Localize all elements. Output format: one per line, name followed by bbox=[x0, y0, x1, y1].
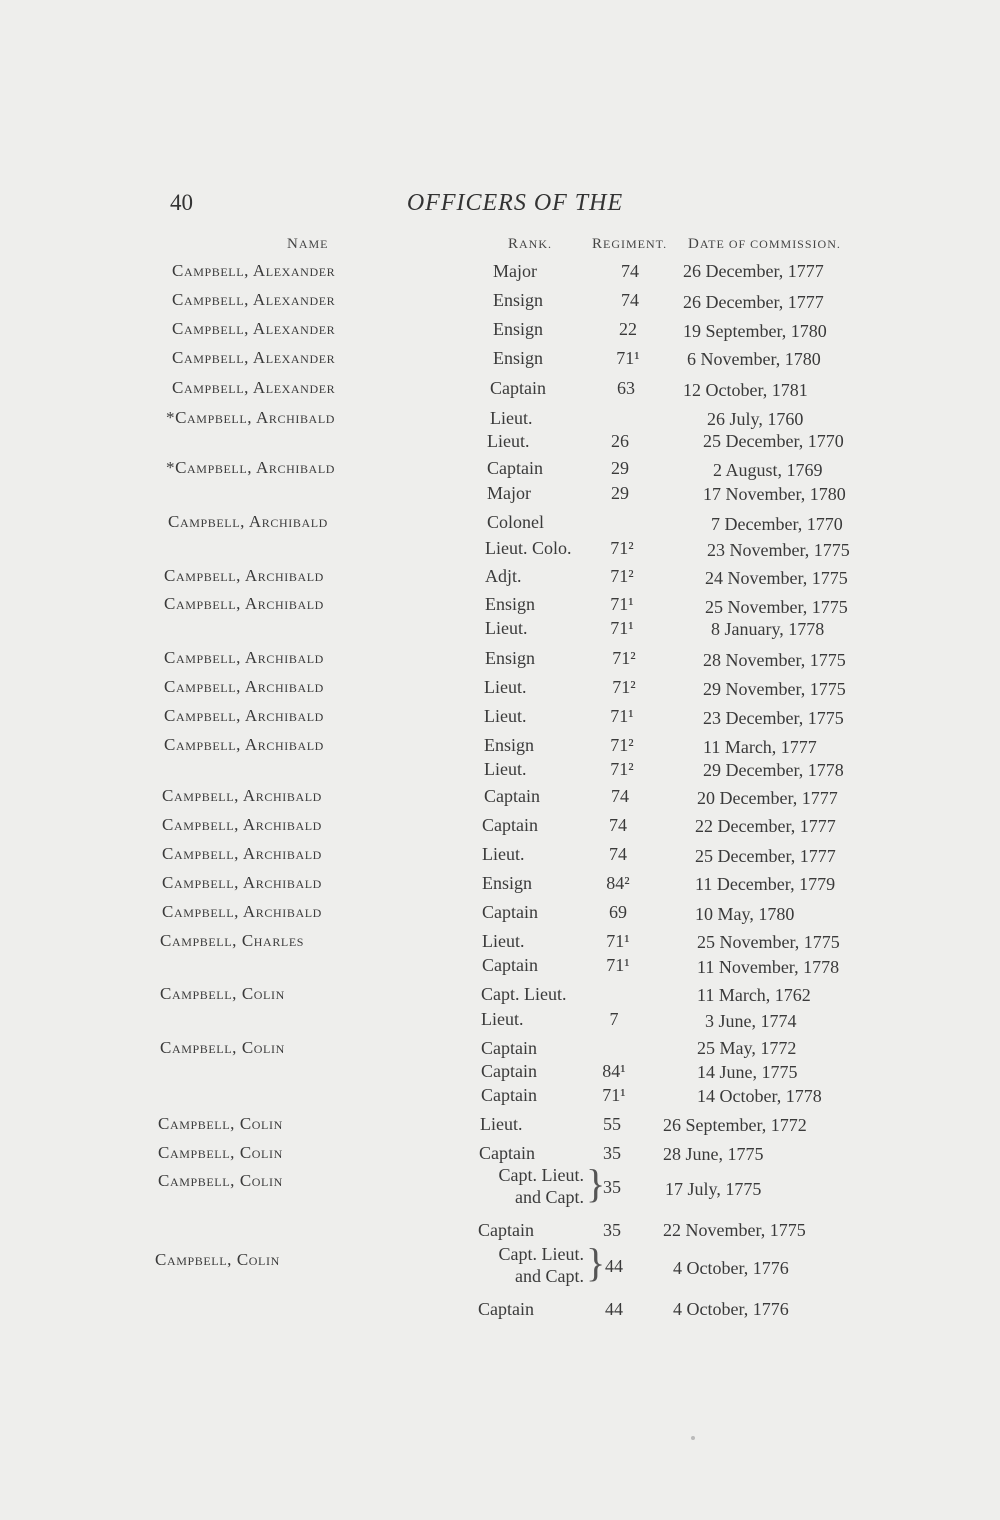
regiment-cell: 71¹ bbox=[606, 931, 630, 951]
commission-date-cell: 12 October, 1781 bbox=[683, 380, 808, 400]
table-row bbox=[0, 783, 1000, 809]
rank-cell: Adjt. bbox=[485, 566, 522, 586]
regiment-cell: 84¹ bbox=[602, 1061, 626, 1081]
regiment-cell: 71¹ bbox=[602, 1085, 626, 1105]
table-row bbox=[0, 841, 1000, 867]
commission-date-cell: 26 December, 1777 bbox=[683, 261, 824, 281]
officer-name: Campbell, Archibald bbox=[164, 677, 324, 696]
commission-date-cell: 11 December, 1779 bbox=[695, 874, 836, 894]
commission-date-cell: 17 July, 1775 bbox=[665, 1179, 762, 1199]
table-row bbox=[0, 428, 1000, 454]
table-row bbox=[0, 535, 1000, 561]
officer-name: Campbell, Colin bbox=[160, 1038, 285, 1057]
rank-cell bbox=[474, 1164, 584, 1208]
rank-cell: Ensign bbox=[493, 319, 544, 339]
column-header-regiment: REGIMENT. bbox=[592, 236, 668, 252]
officer-name: Campbell, Alexander bbox=[172, 319, 336, 338]
table-row bbox=[0, 1058, 1000, 1084]
paper-speck bbox=[691, 1436, 695, 1440]
rank-cell: Captain bbox=[478, 1220, 534, 1240]
commission-date-cell: 17 November, 1780 bbox=[703, 484, 846, 504]
regiment-cell: 69 bbox=[609, 902, 627, 922]
table-row bbox=[0, 1217, 1000, 1243]
rank-cell: Lieut. bbox=[484, 677, 527, 697]
rank-cell: Lieut. bbox=[482, 844, 525, 864]
commission-date-cell: 29 December, 1778 bbox=[703, 760, 844, 780]
table-row bbox=[0, 756, 1000, 782]
table-row bbox=[0, 258, 1000, 284]
rank-cell: Captain bbox=[487, 458, 543, 478]
commission-date-cell: 25 December, 1770 bbox=[703, 431, 844, 451]
officer-name: *Campbell, Archibald bbox=[166, 458, 336, 477]
officer-name: Campbell, Colin bbox=[158, 1171, 283, 1190]
rank-cell: Lieut. bbox=[484, 706, 527, 726]
regiment-cell: 74 bbox=[609, 815, 627, 835]
officer-name: Campbell, Colin bbox=[160, 984, 285, 1003]
rank-cell: Ensign bbox=[482, 873, 533, 893]
rank-cell: Captain bbox=[482, 815, 538, 835]
rank-cell: Captain bbox=[478, 1299, 534, 1319]
commission-date-cell: 10 May, 1780 bbox=[695, 904, 795, 924]
commission-date-cell: 20 December, 1777 bbox=[697, 788, 838, 808]
table-row bbox=[0, 591, 1000, 617]
commission-date-cell: 23 November, 1775 bbox=[707, 540, 850, 560]
officer-name: *Campbell, Archibald bbox=[166, 408, 336, 427]
rank-cell: Colonel bbox=[487, 512, 544, 532]
regiment-cell: 71² bbox=[610, 566, 634, 586]
rank-cell: Captain bbox=[484, 786, 540, 806]
officer-name: Campbell, Archibald bbox=[162, 844, 322, 863]
officer-name: Campbell, Archibald bbox=[164, 735, 324, 754]
commission-date-cell: 4 October, 1776 bbox=[673, 1258, 789, 1278]
commission-date-cell: 24 November, 1775 bbox=[705, 568, 848, 588]
table-row bbox=[0, 1006, 1000, 1032]
commission-date-cell: 6 November, 1780 bbox=[687, 349, 821, 369]
rank-cell: Captain bbox=[481, 1038, 537, 1058]
commission-date-cell: 2 August, 1769 bbox=[713, 460, 823, 480]
table-row bbox=[0, 1140, 1000, 1166]
regiment-cell: 74 bbox=[609, 844, 627, 864]
rank-cell: Major bbox=[493, 261, 537, 281]
table-row bbox=[0, 1240, 1000, 1286]
table-row bbox=[0, 1161, 1000, 1207]
rank-line: Capt. Lieut. bbox=[498, 1244, 584, 1264]
table-row bbox=[0, 615, 1000, 641]
officer-name: Campbell, Colin bbox=[158, 1114, 283, 1133]
rank-cell: Lieut. bbox=[490, 408, 533, 428]
table-row bbox=[0, 345, 1000, 371]
regiment-cell: 44 bbox=[605, 1256, 623, 1276]
table-row bbox=[0, 509, 1000, 535]
regiment-cell: 71¹ bbox=[606, 955, 630, 975]
officer-name: Campbell, Archibald bbox=[164, 594, 324, 613]
regiment-cell: 71² bbox=[610, 759, 634, 779]
rank-cell: Lieut. bbox=[485, 618, 528, 638]
table-row bbox=[0, 1082, 1000, 1108]
table-row bbox=[0, 1296, 1000, 1322]
table-row bbox=[0, 674, 1000, 700]
table-row bbox=[0, 375, 1000, 401]
rank-cell bbox=[474, 1243, 584, 1287]
rank-cell: Major bbox=[487, 483, 531, 503]
regiment-cell: 7 bbox=[609, 1009, 619, 1029]
table-row bbox=[0, 812, 1000, 838]
officer-name: Campbell, Alexander bbox=[172, 348, 336, 367]
rank-cell: Captain bbox=[481, 1085, 537, 1105]
commission-date-cell: 22 December, 1777 bbox=[695, 816, 836, 836]
rank-cell: Lieut. bbox=[484, 759, 527, 779]
officer-name: Campbell, Colin bbox=[155, 1250, 280, 1269]
rank-cell: Ensign bbox=[493, 348, 544, 368]
table-row bbox=[0, 870, 1000, 896]
rank-cell: Captain bbox=[481, 1061, 537, 1081]
table-row bbox=[0, 316, 1000, 342]
regiment-cell: 71¹ bbox=[610, 618, 634, 638]
regiment-cell: 71² bbox=[612, 648, 636, 668]
commission-date-cell: 3 June, 1774 bbox=[705, 1011, 797, 1031]
commission-date-cell: 11 March, 1762 bbox=[697, 985, 811, 1005]
officer-name: Campbell, Colin bbox=[158, 1143, 283, 1162]
table-row bbox=[0, 563, 1000, 589]
regiment-cell: 26 bbox=[611, 431, 629, 451]
commission-date-cell: 22 November, 1775 bbox=[663, 1220, 806, 1240]
rank-cell: Ensign bbox=[485, 648, 536, 668]
table-row bbox=[0, 645, 1000, 671]
rank-cell: Capt. Lieut. bbox=[481, 984, 567, 1004]
regiment-cell: 71² bbox=[612, 677, 636, 697]
commission-date-cell: 23 December, 1775 bbox=[703, 708, 844, 728]
table-row bbox=[0, 455, 1000, 481]
officer-name: Campbell, Archibald bbox=[162, 902, 322, 921]
rank-cell: Captain bbox=[490, 378, 546, 398]
commission-date-cell: 4 October, 1776 bbox=[673, 1299, 789, 1319]
table-row bbox=[0, 952, 1000, 978]
rank-cell: Lieut. bbox=[480, 1114, 523, 1134]
brace-icon: } bbox=[586, 1161, 606, 1206]
officer-name: Campbell, Archibald bbox=[162, 815, 322, 834]
commission-date-cell: 14 October, 1778 bbox=[697, 1086, 822, 1106]
officer-name: Campbell, Alexander bbox=[172, 290, 336, 309]
regiment-cell: 71² bbox=[610, 735, 634, 755]
rank-cell: Captain bbox=[482, 955, 538, 975]
table-row bbox=[0, 1111, 1000, 1137]
regiment-cell: 29 bbox=[611, 483, 629, 503]
regiment-cell: 35 bbox=[603, 1143, 621, 1163]
regiment-cell: 71¹ bbox=[616, 348, 640, 368]
commission-date-cell: 25 November, 1775 bbox=[697, 932, 840, 952]
officer-name: Campbell, Charles bbox=[160, 931, 305, 950]
commission-date-cell: 26 December, 1777 bbox=[683, 292, 824, 312]
table-row bbox=[0, 899, 1000, 925]
regiment-cell: 74 bbox=[621, 290, 639, 310]
commission-date-cell: 26 July, 1760 bbox=[707, 409, 804, 429]
rank-line: Capt. Lieut. bbox=[498, 1165, 584, 1185]
commission-date-cell: 7 December, 1770 bbox=[711, 514, 843, 534]
table-row bbox=[0, 981, 1000, 1007]
table-row bbox=[0, 928, 1000, 954]
regiment-cell: 35 bbox=[603, 1220, 621, 1240]
officer-name: Campbell, Archibald bbox=[164, 648, 324, 667]
rank-cell: Ensign bbox=[484, 735, 535, 755]
officer-name: Campbell, Archibald bbox=[162, 873, 322, 892]
rank-line-2: and Capt. bbox=[515, 1187, 584, 1207]
commission-date-cell: 25 November, 1775 bbox=[705, 597, 848, 617]
table-row bbox=[0, 732, 1000, 758]
commission-date-cell: 25 May, 1772 bbox=[697, 1038, 797, 1058]
regiment-cell: 55 bbox=[603, 1114, 621, 1134]
regiment-cell: 29 bbox=[611, 458, 629, 478]
officer-name: Campbell, Archibald bbox=[162, 786, 322, 805]
rank-cell: Lieut. Colo. bbox=[485, 538, 572, 558]
rank-cell: Lieut. bbox=[487, 431, 530, 451]
column-header-date: DATE OF COMMISSION. bbox=[688, 236, 841, 252]
regiment-cell: 74 bbox=[621, 261, 639, 281]
regiment-cell: 71² bbox=[610, 538, 634, 558]
regiment-cell: 35 bbox=[603, 1177, 621, 1197]
column-header-name: NAME bbox=[287, 236, 329, 252]
brace-icon: } bbox=[586, 1240, 606, 1285]
commission-date-cell: 8 January, 1778 bbox=[711, 619, 825, 639]
rank-cell: Captain bbox=[482, 902, 538, 922]
commission-date-cell: 11 March, 1777 bbox=[703, 737, 817, 757]
regiment-cell: 44 bbox=[605, 1299, 623, 1319]
officer-name: Campbell, Alexander bbox=[172, 378, 336, 397]
commission-date-cell: 29 November, 1775 bbox=[703, 679, 846, 699]
page-number: 40 bbox=[170, 190, 193, 215]
commission-date-cell: 28 June, 1775 bbox=[663, 1144, 764, 1164]
commission-date-cell: 19 September, 1780 bbox=[683, 321, 827, 341]
rank-cell: Ensign bbox=[485, 594, 536, 614]
regiment-cell: 63 bbox=[617, 378, 635, 398]
table-row bbox=[0, 480, 1000, 506]
rank-cell: Ensign bbox=[493, 290, 544, 310]
rank-line-2: and Capt. bbox=[515, 1266, 584, 1286]
commission-date-cell: 11 November, 1778 bbox=[697, 957, 840, 977]
officer-name: Campbell, Archibald bbox=[164, 566, 324, 585]
commission-date-cell: 28 November, 1775 bbox=[703, 650, 846, 670]
regiment-cell: 74 bbox=[611, 786, 629, 806]
commission-date-cell: 25 December, 1777 bbox=[695, 846, 836, 866]
officer-name: Campbell, Archibald bbox=[164, 706, 324, 725]
commission-date-cell: 26 September, 1772 bbox=[663, 1115, 807, 1135]
regiment-cell: 71¹ bbox=[610, 706, 634, 726]
regiment-cell: 71¹ bbox=[610, 594, 634, 614]
officer-name: Campbell, Alexander bbox=[172, 261, 336, 280]
officer-name: Campbell, Archibald bbox=[168, 512, 328, 531]
rank-cell: Lieut. bbox=[482, 931, 525, 951]
column-header-rank: RANK. bbox=[508, 236, 553, 252]
commission-date-cell: 14 June, 1775 bbox=[697, 1062, 798, 1082]
table-row bbox=[0, 703, 1000, 729]
rank-cell: Lieut. bbox=[481, 1009, 524, 1029]
table-row bbox=[0, 287, 1000, 313]
regiment-cell: 22 bbox=[619, 319, 637, 339]
rank-cell: Captain bbox=[479, 1143, 535, 1163]
page-heading: OFFICERS OF THE bbox=[406, 190, 624, 216]
regiment-cell: 84² bbox=[606, 873, 630, 893]
